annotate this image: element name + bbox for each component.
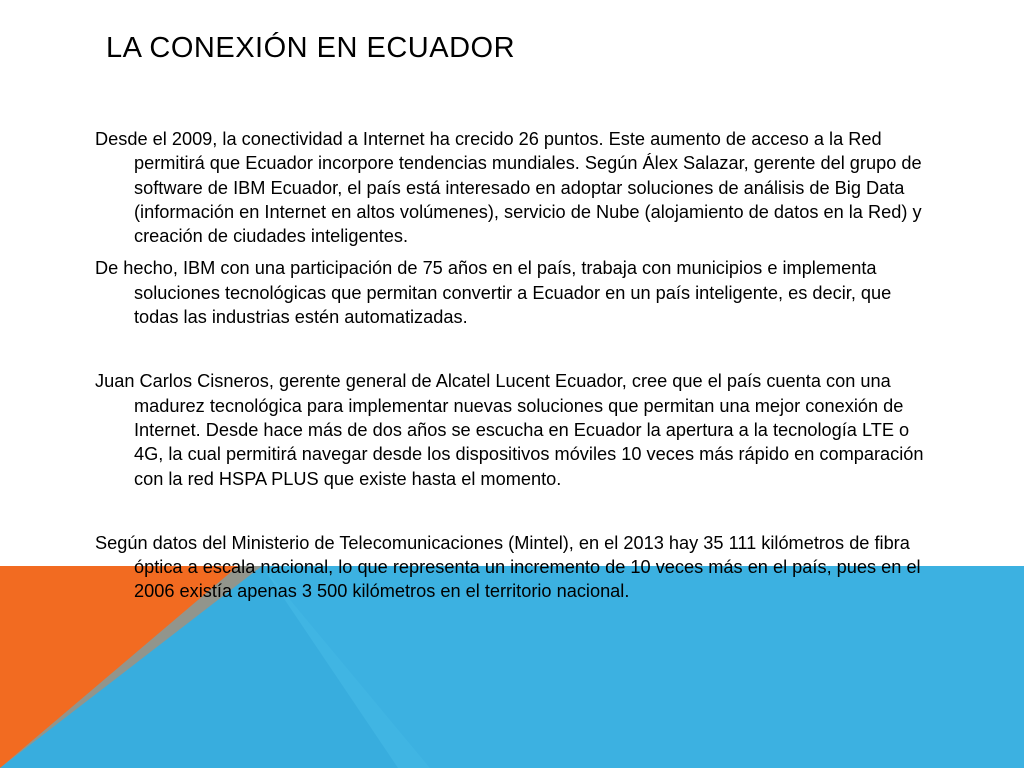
- slide-body: [95, 127, 935, 612]
- paragraph-mintel: Según datos del Ministerio de Telecomunicaciones (Mintel), en el 2013 hay 35 111 kilómetros de fibra óptica a escala nacional, lo que representa un incremento de 10 veces más en el país, pues en el 2006 existía apenas 3 500 kilómetros en el territorio nacional.: [95, 532, 921, 602]
- paragraph-internet-growth: Desde el 2009, la conectividad a Internet ha crecido 26 puntos. Este aumento de acceso a la Red permitirá que Ecuador incorpore tendencias mundiales. Según Álex Salazar, gerente del grupo de software de IBM Ecuador, el país está interesado en adoptar soluciones de análisis de Big Data (información en Internet en altos volúmenes), servicio de Nube (alojamiento de datos en la Red) y creación de ciudades inteligentes.: [95, 129, 922, 247]
- paragraph-ibm: De hecho, IBM con una participación de 75 años en el país, trabaja con municipios e implementa soluciones tecnológicas que permitan convertir a Ecuador en un país inteligente, es decir, que todas las industrias estén automatizadas.: [95, 258, 892, 328]
- paragraph-alcatel: Juan Carlos Cisneros, gerente general de Alcatel Lucent Ecuador, cree que el país cuenta con una madurez tecnológica para implementar nuevas soluciones que permitan una mejor conexión de Internet. Desde hace más de dos años se escucha en Ecuador la apertura a la tecnología LTE o 4G, la cual permitirá navegar desde los dispositivos móviles 10 veces más rápido en comparación con la red HSPA PLUS que existe hasta el momento.: [95, 371, 924, 489]
- slide-title: LA CONEXIÓN EN ECUADOR: [106, 32, 516, 64]
